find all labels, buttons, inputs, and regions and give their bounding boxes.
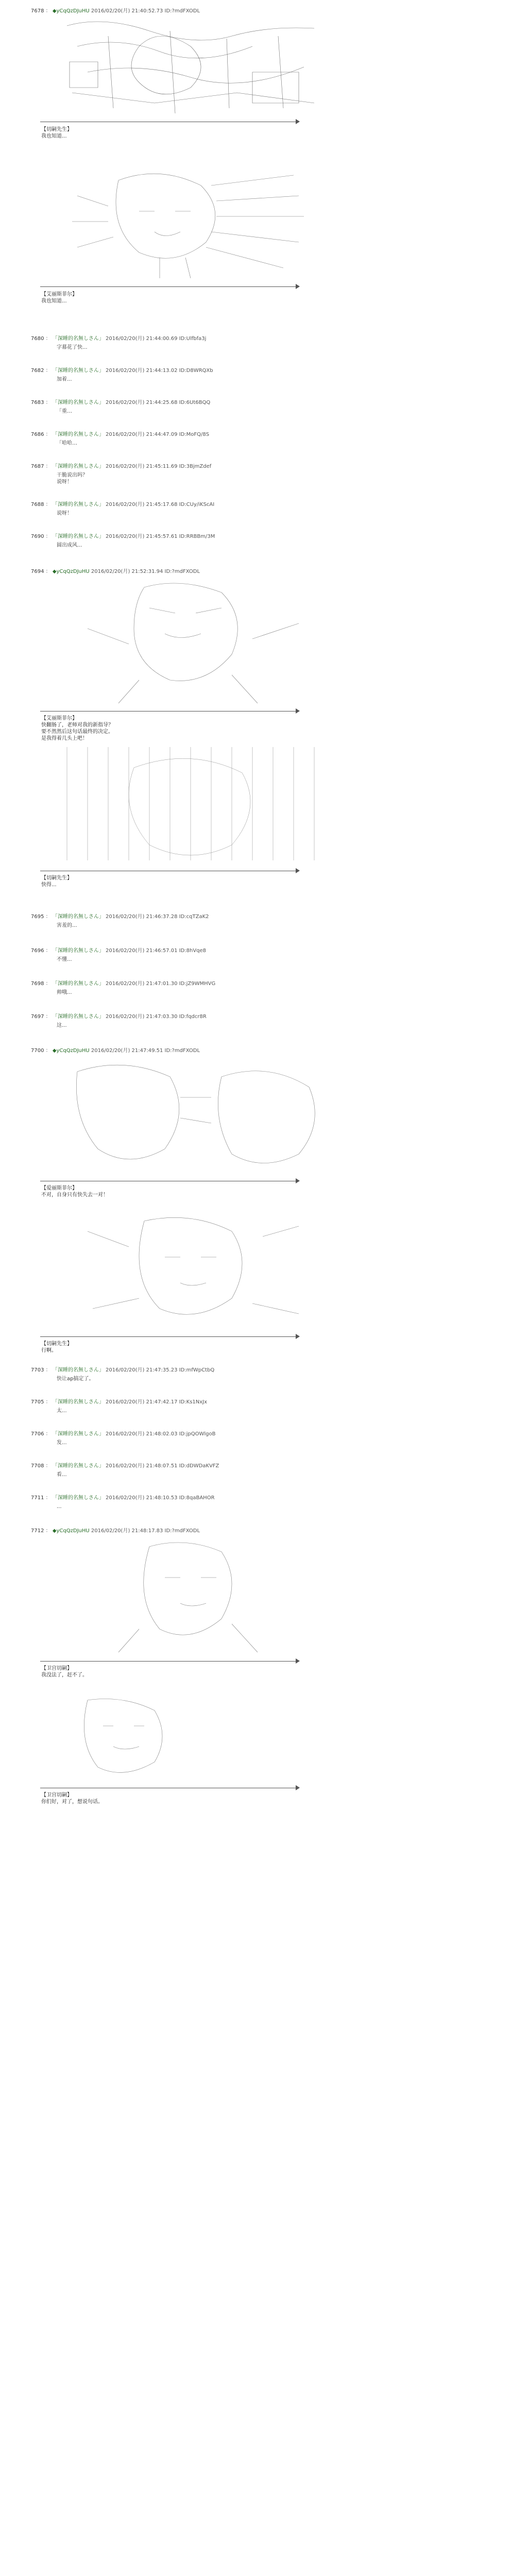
post-separator: ： <box>45 914 51 920</box>
post-body: 说呀！ <box>57 511 72 516</box>
post-meta: 2016/02/20(月) 21:44:47.09 ID:MoFQ/8S <box>106 432 210 437</box>
post-number[interactable]: 7687 <box>31 464 44 469</box>
divider-arrow-icon <box>296 284 300 289</box>
post-number[interactable]: 7712 <box>31 1528 44 1534</box>
post-body: 「重… <box>57 409 72 414</box>
post-meta: 2016/02/20(月) 21:47:42.17 ID:Ks1NxJx <box>106 1399 208 1405</box>
caption-speaker: 【卫宫切嗣】 <box>41 1666 72 1671</box>
post-body: 干脆说出吗？ 说呀！ <box>57 472 88 485</box>
caption <box>41 1665 88 1679</box>
post-separator: ： <box>45 569 51 574</box>
post-author: 「深睡的名無しさん」 <box>52 400 104 405</box>
post-author: 「深睡的名無しさん」 <box>52 981 104 987</box>
post-number[interactable]: 7700 <box>31 1048 44 1054</box>
post-meta: 2016/02/20(月) 21:46:57.01 ID:8hVqe8 <box>106 948 207 954</box>
caption-speaker: 【切嗣先生】 <box>41 875 72 881</box>
post-meta: 2016/02/20(月) 21:40:52.73 ID:?mdFXODL <box>91 8 200 14</box>
caption-line: 我也知道... <box>41 298 67 304</box>
caption-speaker: 【艾丽斯菲尔】 <box>41 716 77 721</box>
divider-arrow-icon <box>296 1178 300 1183</box>
caption-line: 我也知道... <box>41 133 67 139</box>
post-header <box>31 532 215 539</box>
caption <box>41 1185 108 1198</box>
post-header <box>31 1493 215 1501</box>
post-body: 帅哦... <box>57 990 72 995</box>
caption <box>41 126 72 140</box>
post-separator: ： <box>45 1431 51 1437</box>
post-header <box>31 1012 207 1020</box>
post-body: 害羞的... <box>57 923 77 928</box>
post-separator: ： <box>45 1495 51 1501</box>
post-meta: 2016/02/20(月) 21:44:00.69 ID:Ulfbfa3j <box>106 336 207 342</box>
post-meta: 2016/02/20(月) 21:45:17.68 ID:CUy/iKScAI <box>106 502 215 507</box>
ascii-art-panel <box>57 1056 335 1175</box>
post-number[interactable]: 7706 <box>31 1431 44 1437</box>
post-separator: ： <box>45 400 51 405</box>
post-body: 发... <box>57 1440 67 1446</box>
post-header <box>31 6 200 14</box>
post-author: 「深睡的名無しさん」 <box>52 1367 104 1373</box>
post-header <box>31 979 215 987</box>
caption-divider <box>40 1336 298 1337</box>
ascii-art-panel <box>57 577 325 706</box>
ascii-art-panel <box>88 1536 283 1655</box>
ascii-art-panel <box>57 742 325 866</box>
post-separator: ： <box>45 1367 51 1373</box>
ascii-art-panel <box>57 165 325 278</box>
post-author: ◆yCqQzDJuHU <box>52 1048 90 1054</box>
post-header <box>31 946 206 954</box>
post-author: 「深睡的名無しさん」 <box>52 368 104 374</box>
caption-line: 你们好，对了，想说句话。 <box>41 1799 103 1805</box>
post-number[interactable]: 7680 <box>31 336 44 342</box>
caption <box>41 291 77 304</box>
post-author: ◆yCqQzDJuHU <box>52 8 90 14</box>
post-meta: 2016/02/20(月) 21:45:57.61 ID:RRBBm/3M <box>106 534 215 539</box>
post-number[interactable]: 7711 <box>31 1495 44 1501</box>
post-separator: ： <box>45 1399 51 1405</box>
post-body: 不懂... <box>57 957 72 962</box>
post-author: 「深睡的名無しさん」 <box>52 432 104 437</box>
caption-speaker: 【切嗣先生】 <box>41 127 72 132</box>
divider-arrow-icon <box>296 1785 300 1790</box>
post-number[interactable]: 7694 <box>31 569 44 574</box>
post-header <box>31 1046 200 1054</box>
ascii-art-panel <box>57 15 325 118</box>
post-meta: 2016/02/20(月) 21:48:17.83 ID:?mdFXODL <box>91 1528 200 1534</box>
post-author: 「深睡的名無しさん」 <box>52 1014 104 1020</box>
post-body: 看... <box>57 1472 67 1478</box>
caption-speaker: 【切嗣先生】 <box>41 1341 72 1347</box>
post-separator: ： <box>45 432 51 437</box>
caption-line: 快得... <box>41 882 57 888</box>
post-separator: ： <box>45 1014 51 1020</box>
post-separator: ： <box>45 981 51 987</box>
ascii-art-panel <box>57 1695 191 1783</box>
post-header <box>31 912 209 920</box>
post-body: 快让ap搞定了。 <box>57 1376 94 1382</box>
post-body: ... <box>57 1504 62 1510</box>
caption-line: 行啊。 <box>41 1348 57 1353</box>
post-number[interactable]: 7697 <box>31 1014 44 1020</box>
post-body: 「哈哈… <box>57 440 77 446</box>
post-author: 「深睡的名無しさん」 <box>52 1495 104 1501</box>
post-header <box>31 500 214 507</box>
post-separator: ： <box>45 368 51 374</box>
post-number[interactable]: 7696 <box>31 948 44 954</box>
post-separator: ： <box>45 534 51 539</box>
ascii-art-panel <box>67 1211 314 1329</box>
post-header <box>31 366 213 374</box>
post-header <box>31 430 209 437</box>
post-meta: 2016/02/20(月) 21:48:10.53 ID:8qaBAHOR <box>106 1495 215 1501</box>
post-author: 「深睡的名無しさん」 <box>52 1463 104 1469</box>
post-meta: 2016/02/20(月) 21:45:11.69 ID:3BjmZdef <box>106 464 212 469</box>
caption-line: 快翻肠了，老师对我的新指导？ 要不然然后这句话最终的决定。 是我得着几头上吧！ <box>41 722 113 741</box>
caption <box>41 1341 72 1354</box>
post-meta: 2016/02/20(月) 21:46:37.28 ID:cqTZaK2 <box>106 914 209 920</box>
post-meta: 2016/02/20(月) 21:48:07.51 ID:dDWDaKVFZ <box>106 1463 219 1469</box>
post-header <box>31 1429 216 1437</box>
post-meta: 2016/02/20(月) 21:47:35.23 ID:mfWpCtbQ <box>106 1367 215 1373</box>
caption-speaker: 【爱丽斯菲尔】 <box>41 1185 77 1191</box>
post-header <box>31 1526 200 1534</box>
post-header <box>31 462 211 469</box>
post-separator: ： <box>45 336 51 342</box>
post-number[interactable]: 7683 <box>31 400 44 405</box>
post-meta: 2016/02/20(月) 21:47:49.51 ID:?mdFXODL <box>91 1048 200 1054</box>
post-meta: 2016/02/20(月) 21:44:25.68 ID:6Ut6BQQ <box>106 400 211 405</box>
post-separator: ： <box>45 1463 51 1469</box>
post-number[interactable]: 7703 <box>31 1367 44 1373</box>
post-number[interactable]: 7690 <box>31 534 44 539</box>
post-body: 加着... <box>57 377 72 382</box>
post-author: ◆yCqQzDJuHU <box>52 569 90 574</box>
post-header <box>31 1365 214 1373</box>
caption-speaker: 【艾丽斯菲尔】 <box>41 292 77 297</box>
caption-divider <box>40 286 298 287</box>
post-author: 「深睡的名無しさん」 <box>52 914 104 920</box>
post-author: 「深睡的名無しさん」 <box>52 336 104 342</box>
post-separator: ： <box>45 464 51 469</box>
post-author: ◆yCqQzDJuHU <box>52 1528 90 1534</box>
post-meta: 2016/02/20(月) 21:47:03.30 ID:fqdcr8R <box>106 1014 207 1020</box>
divider-arrow-icon <box>296 1658 300 1664</box>
post-meta: 2016/02/20(月) 21:48:02.03 ID:jpQOWlgoB <box>106 1431 216 1437</box>
post-separator: ： <box>45 1048 51 1054</box>
post-author: 「深睡的名無しさん」 <box>52 1399 104 1405</box>
post-header <box>31 567 200 574</box>
post-number[interactable]: 7688 <box>31 502 44 507</box>
post-header <box>31 398 210 405</box>
post-separator: ： <box>45 948 51 954</box>
post-header <box>31 1461 219 1469</box>
post-body: 字幕花了快... <box>57 345 88 350</box>
caption <box>41 715 113 742</box>
post-author: 「深睡的名無しさん」 <box>52 1431 104 1437</box>
post-author: 「深睡的名無しさん」 <box>52 502 104 507</box>
post-author: 「深睡的名無しさん」 <box>52 464 104 469</box>
caption-speaker: 【卫宫切嗣】 <box>41 1792 72 1798</box>
post-body: 这... <box>57 1023 67 1028</box>
post-author: 「深睡的名無しさん」 <box>52 534 104 539</box>
post-number[interactable]: 7695 <box>31 914 44 920</box>
divider-arrow-icon <box>296 708 300 714</box>
caption-line: 我没法了，赶不了。 <box>41 1672 88 1678</box>
post-number[interactable]: 7708 <box>31 1463 44 1469</box>
post-meta: 2016/02/20(月) 21:52:31.94 ID:?mdFXODL <box>91 569 200 574</box>
post-body: 太... <box>57 1408 67 1414</box>
post-header <box>31 1397 207 1405</box>
post-body: 圆出成风... <box>57 543 82 548</box>
caption-divider <box>40 1661 298 1662</box>
divider-arrow-icon <box>296 868 300 873</box>
post-number[interactable]: 7678 <box>31 8 44 14</box>
post-author: 「深睡的名無しさん」 <box>52 948 104 954</box>
caption <box>41 875 72 888</box>
caption <box>41 1792 103 1805</box>
post-number[interactable]: 7705 <box>31 1399 44 1405</box>
post-separator: ： <box>45 8 51 14</box>
caption-line: 不对，自身只有快失去一对！ <box>41 1192 108 1198</box>
divider-arrow-icon <box>296 119 300 124</box>
post-meta: 2016/02/20(月) 21:47:01.30 ID:jZ9WMHVG <box>106 981 216 987</box>
post-number[interactable]: 7698 <box>31 981 44 987</box>
post-separator: ： <box>45 1528 51 1534</box>
post-number[interactable]: 7682 <box>31 368 44 374</box>
post-meta: 2016/02/20(月) 21:44:13.02 ID:D8WRQXb <box>106 368 213 374</box>
post-number[interactable]: 7686 <box>31 432 44 437</box>
post-separator: ： <box>45 502 51 507</box>
post-header <box>31 334 206 342</box>
divider-arrow-icon <box>296 1334 300 1339</box>
